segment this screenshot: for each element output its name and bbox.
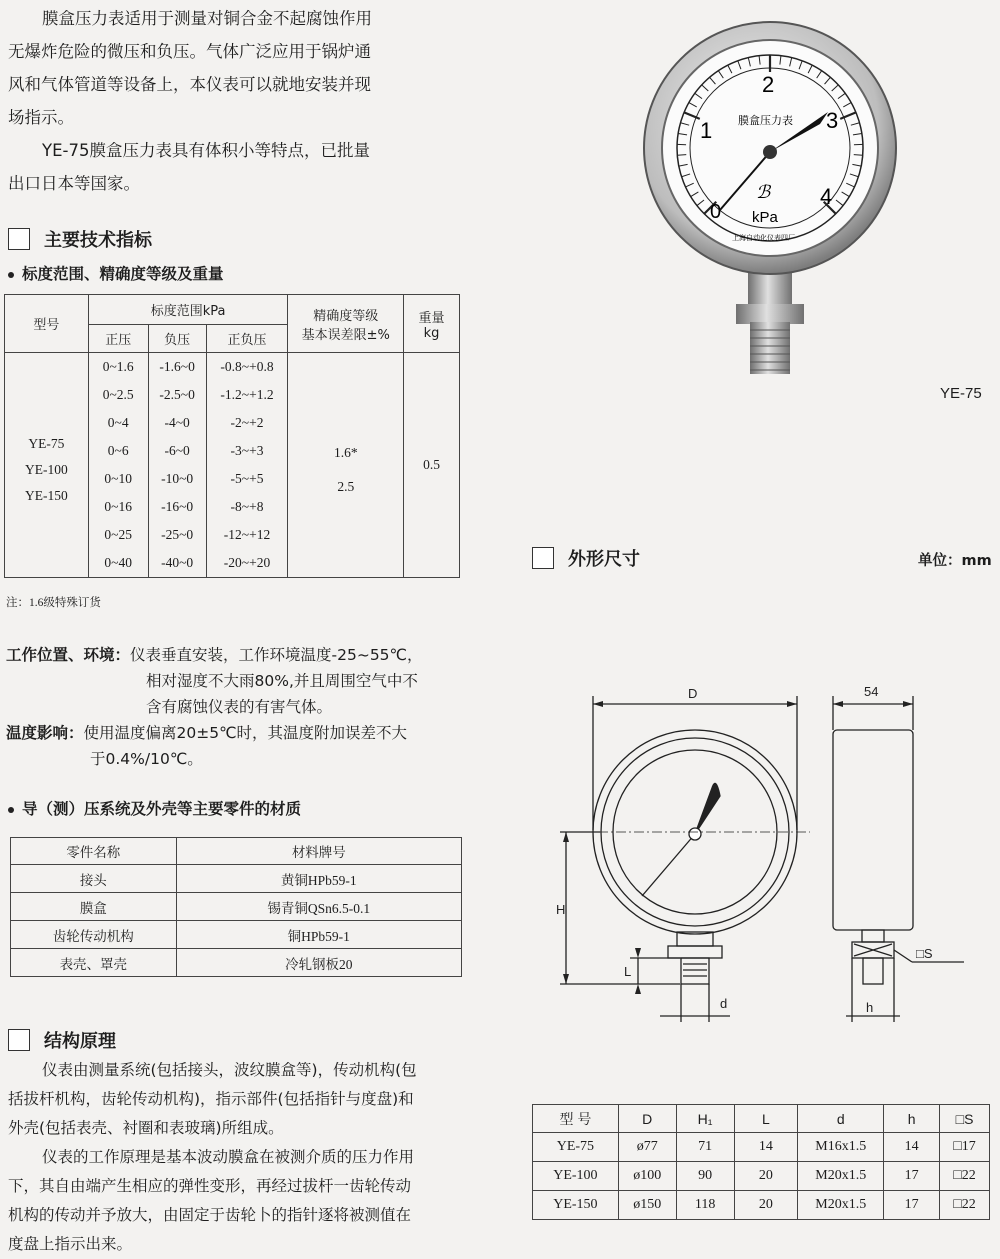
th-part: 零件名称 xyxy=(11,838,177,865)
part-cell: 接头 xyxy=(11,865,177,893)
range-cell: 0~16 xyxy=(88,493,148,521)
th-dim: □S xyxy=(940,1105,990,1133)
dim-label-d: d xyxy=(720,996,727,1011)
material-cell: 铜HPb59-1 xyxy=(176,921,461,949)
model-cell: YE-75 YE-100 YE-150 xyxy=(5,353,89,578)
principle-line: 仪表的工作原理是基本波动膜盒在被测介质的压力作用 xyxy=(8,1143,478,1172)
intro-text xyxy=(8,2,478,200)
range-cell: -16~0 xyxy=(148,493,206,521)
env-line: 含有腐蚀仪表的有害气体。 xyxy=(6,694,476,720)
intro-line: 风和气体管道等设备上，本仪表可以就地安装并现 xyxy=(8,68,478,101)
dim-cell: 71 xyxy=(676,1133,734,1162)
gauge-nut xyxy=(736,304,804,324)
material-cell: 锡青铜QSn6.5-0.1 xyxy=(176,893,461,921)
dim-cell: 90 xyxy=(676,1162,734,1191)
range-cell: -3~+3 xyxy=(206,437,288,465)
materials-subheading: 导（测）压系统及外壳等主要零件的材质 xyxy=(8,797,301,819)
dim-label-S: □S xyxy=(916,946,933,961)
spec-subheading: 标度范围、精确度等级及重量 xyxy=(8,262,224,284)
dim-label-H: H xyxy=(556,902,565,917)
dim-cell: YE-150 xyxy=(533,1191,619,1220)
bullet-icon xyxy=(8,272,14,278)
environment-text: 工作位置、环境：仪表垂直安装，工作环境温度-25~55℃， 相对湿度不大雨80%,并且周围空气中不 含有腐蚀仪表的有害气体。 温度影响：使用温度偏离20±5℃时，其温度附加误差不大 于0.4%/10℃。 xyxy=(6,642,476,772)
range-cell: 0~10 xyxy=(88,465,148,493)
range-cell: -25~0 xyxy=(148,521,206,549)
range-cell: -1.2~+1.2 xyxy=(206,381,288,409)
dim-cell: 14 xyxy=(884,1133,940,1162)
dim-cell: ø77 xyxy=(618,1133,676,1162)
dim-cell: ø100 xyxy=(618,1162,676,1191)
side-view-case xyxy=(833,730,913,930)
th-accuracy: 精确度等级 基本误差限±% xyxy=(288,295,404,353)
th-negative: 负压 xyxy=(148,325,206,353)
dial-number: 1 xyxy=(700,118,712,143)
gauge-photo xyxy=(640,0,900,395)
range-cell: -10~0 xyxy=(148,465,206,493)
dial-tick xyxy=(854,155,863,156)
dim-label-L: L xyxy=(624,964,631,979)
part-cell: 表壳、罩壳 xyxy=(11,949,177,977)
env-line: 于0.4%/10℃。 xyxy=(6,746,476,772)
dim-cell: YE-75 xyxy=(533,1133,619,1162)
accuracy-cell: 1.6* 2.5 xyxy=(288,353,404,578)
range-cell: -1.6~0 xyxy=(148,353,206,382)
principle-line: 机构的传动并予放大，由固定于齿轮卜的指针逐将被测值在 xyxy=(8,1201,478,1230)
checkbox-square-icon xyxy=(532,547,554,569)
principle-line: 仪表由测量系统(包括接头，波纹膜盒等)，传动机构(包 xyxy=(8,1056,478,1085)
section-title: 结构原理 xyxy=(44,1027,116,1053)
dim-cell: ø150 xyxy=(618,1191,676,1220)
intro-line: 出口日本等国家。 xyxy=(8,167,478,200)
range-cell: -40~0 xyxy=(148,549,206,578)
dim-cell: 17 xyxy=(884,1162,940,1191)
range-cell: 0~1.6 xyxy=(88,353,148,382)
gauge-caption: YE-75 xyxy=(940,385,982,402)
range-cell: 0~6 xyxy=(88,437,148,465)
dim-cell: □22 xyxy=(940,1191,990,1220)
temp-label: 温度影响： xyxy=(6,724,84,742)
dimension-table xyxy=(532,1104,990,1220)
principle-line: 外壳(包括表壳、衬圈和表玻璃)所组成。 xyxy=(8,1114,478,1143)
dial-number: 0 xyxy=(710,201,721,223)
intro-line: 膜盒压力表适用于测量对铜合金不起腐蚀作用 xyxy=(8,2,478,35)
th-dim: L xyxy=(734,1105,798,1133)
range-cell: -12~+12 xyxy=(206,521,288,549)
spec-section-heading xyxy=(8,226,152,252)
range-cell: -2.5~0 xyxy=(148,381,206,409)
th-dim: H₁ xyxy=(676,1105,734,1133)
dial-number: 3 xyxy=(826,108,838,133)
brand-logo-icon: ℬ xyxy=(756,182,772,203)
dim-cell: YE-100 xyxy=(533,1162,619,1191)
range-cell: -20~+20 xyxy=(206,549,288,578)
weight-cell: 0.5 xyxy=(404,353,460,578)
dim-cell: □17 xyxy=(940,1133,990,1162)
dim-cell: □22 xyxy=(940,1162,990,1191)
dim-cell: M16x1.5 xyxy=(798,1133,884,1162)
dim-cell: 20 xyxy=(734,1162,798,1191)
range-cell: 0~4 xyxy=(88,409,148,437)
env-line: 相对湿度不大雨80%,并且周围空气中不 xyxy=(6,668,476,694)
intro-line: 场指示。 xyxy=(8,101,478,134)
dimension-drawing xyxy=(540,670,970,1030)
dial-maker: 上海自动化仪表四厂 xyxy=(732,233,795,242)
dim-cell: 118 xyxy=(676,1191,734,1220)
bullet-icon xyxy=(8,807,14,813)
range-cell: 0~2.5 xyxy=(88,381,148,409)
intro-line: 无爆炸危险的微压和负压。气体广泛应用于锅炉通 xyxy=(8,35,478,68)
dial-unit: kPa xyxy=(752,209,779,226)
principle-text xyxy=(8,1056,478,1259)
th-dim: h xyxy=(884,1105,940,1133)
dim-cell: 20 xyxy=(734,1191,798,1220)
material-cell: 黄铜HPb59-1 xyxy=(176,865,461,893)
dim-cell: M20x1.5 xyxy=(798,1191,884,1220)
dimensions-section-heading xyxy=(532,545,640,571)
th-dim: D xyxy=(618,1105,676,1133)
dim-label-D: D xyxy=(688,686,697,701)
range-cell: -6~0 xyxy=(148,437,206,465)
th-dim: d xyxy=(798,1105,884,1133)
th-model: 型号 xyxy=(5,295,89,353)
spec-note: 注：1.6级特殊订货 xyxy=(6,594,101,610)
th-range: 标度范围kPa xyxy=(88,295,288,325)
intro-line: YE-75膜盒压力表具有体积小等特点，已批量 xyxy=(8,134,478,167)
principle-section-heading xyxy=(8,1027,116,1053)
dim-cell: M20x1.5 xyxy=(798,1162,884,1191)
part-cell: 膜盒 xyxy=(11,893,177,921)
principle-line: 度盘上指示出来。 xyxy=(8,1230,478,1259)
th-dim: 型 号 xyxy=(533,1105,619,1133)
dim-label-width: 54 xyxy=(864,684,878,699)
principle-line: 括拔杆机构，齿轮传动机构)，指示部件(包括指针与度盘)和 xyxy=(8,1085,478,1114)
unit-label: 单位：mm xyxy=(918,549,992,570)
section-title: 主要技术指标 xyxy=(44,226,152,252)
dim-cell: 17 xyxy=(884,1191,940,1220)
dial-number: 2 xyxy=(762,72,774,97)
dim-label-h: h xyxy=(866,1000,873,1015)
th-both: 正负压 xyxy=(206,325,288,353)
range-cell: -0.8~+0.8 xyxy=(206,353,288,382)
principle-line: 下，其自由端产生相应的弹性变形，再经过拔杆一齿轮传动 xyxy=(8,1172,478,1201)
range-cell: 0~40 xyxy=(88,549,148,578)
th-material: 材料牌号 xyxy=(176,838,461,865)
checkbox-square-icon xyxy=(8,1029,30,1051)
range-cell: -8~+8 xyxy=(206,493,288,521)
material-cell: 冷轧钢板20 xyxy=(176,949,461,977)
section-title: 外形尺寸 xyxy=(568,545,640,571)
range-cell: -2~+2 xyxy=(206,409,288,437)
range-cell: -5~+5 xyxy=(206,465,288,493)
spec-table xyxy=(4,294,460,578)
part-cell: 齿轮传动机构 xyxy=(11,921,177,949)
dial-number: 4 xyxy=(820,184,832,209)
range-cell: 0~25 xyxy=(88,521,148,549)
dial-title: 膜盒压力表 xyxy=(738,113,793,127)
dial-tick xyxy=(677,155,686,156)
checkbox-square-icon xyxy=(8,228,30,250)
needle-pivot xyxy=(763,145,777,159)
dim-cell: 14 xyxy=(734,1133,798,1162)
th-positive: 正压 xyxy=(88,325,148,353)
th-weight: 重量 kg xyxy=(404,295,460,353)
range-cell: -4~0 xyxy=(148,409,206,437)
work-label: 工作位置、环境： xyxy=(6,646,130,664)
materials-table xyxy=(10,837,462,977)
